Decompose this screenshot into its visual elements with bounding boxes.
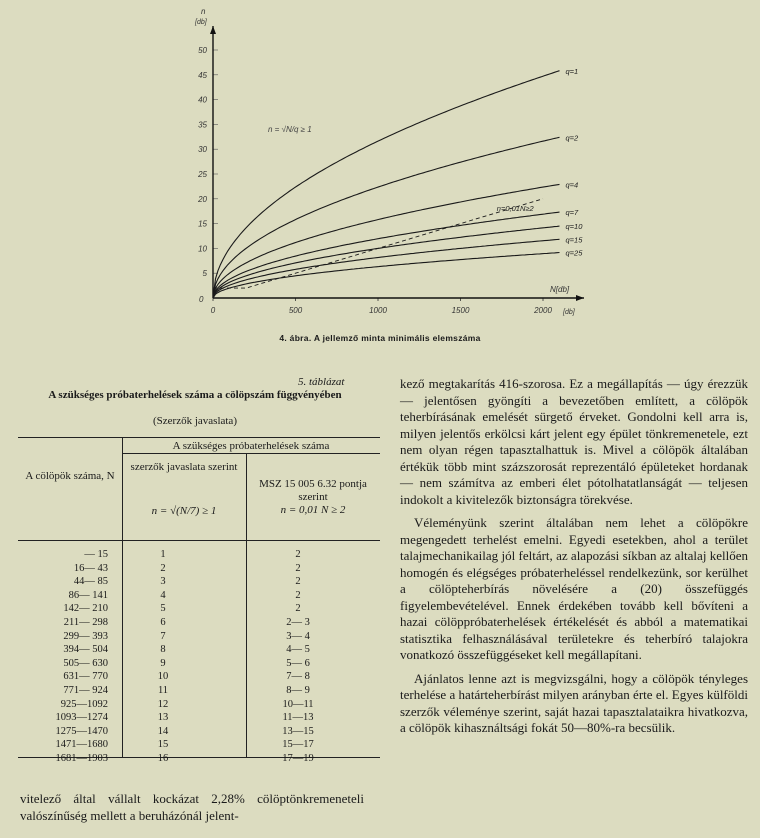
y-axis-arrow — [210, 26, 216, 34]
x-tick-label: 0 — [210, 306, 216, 315]
formula-label: n = √N/q ≥ 1 — [268, 125, 312, 134]
paragraph-2: Véleményünk szerint általában nem lehet a cölöpökre megengedett terhelést emelni. Egyedi esetekben, ahol a terület talajmechanikailag jól feltárt, az alapozási síkban az altalaj kellően homogén és elégséges próbaterheléssel rendelkezünk, sor kerülhet a cölöpteherbírás növelésére a (20) összefüggés figyelembevételével. Ennek érdekében tovább kell bővíteni a hazai cölöppróbaterhelések értékelését és abból a matematikai statisztika felhasználásával területekre és teherbíró talajokra vonatkozó összefüggéseket kell megállapítani. — [400, 515, 748, 662]
series-label: n=0,01N≥2 — [496, 204, 534, 214]
x-axis-arrow — [576, 295, 584, 301]
series-label: q=25 — [565, 248, 583, 258]
y-tick-label: 10 — [198, 244, 207, 254]
header-authors-formula: n = √(N/7) ≥ 1 — [151, 505, 217, 517]
header-pile-count: A cölöpök száma, N — [25, 470, 115, 482]
y-tick-label: 40 — [198, 95, 207, 105]
table-divider-2 — [246, 453, 247, 757]
header-msz: MSZ 15 005 6.32 pontja szerint — [259, 478, 367, 503]
chart-series — [213, 71, 560, 298]
left-column-text: vitelező által vállalt kockázat 2,28% cölöptönkremeneteli valószínűség mellett a beruházónál jelent- — [20, 791, 364, 823]
right-column — [400, 376, 748, 744]
y-tick-label: 15 — [198, 219, 207, 229]
chart-axes — [210, 26, 584, 301]
x-tick-label: 1000 — [369, 306, 387, 315]
column-pile-count: — 15 16— 43 44— 85 86— 141 142— 210 211— 298 299— 393 394— 504 505— 630 631— 770 771— 924 925—1092 1093—1274 1275—1470 1471—1680 1681—1903 — [55, 549, 108, 764]
series-label: q=2 — [565, 133, 579, 143]
x-tick-label: 500 — [288, 306, 303, 315]
series-label: q=7 — [565, 208, 579, 218]
table-rule-top — [18, 437, 380, 438]
y-axis-label: n — [201, 7, 206, 16]
table-rule-header-bottom — [18, 540, 380, 541]
y-tick-label: 30 — [198, 145, 207, 155]
y-tick-label: 25 — [198, 170, 207, 179]
x-tick-label: 1500 — [451, 306, 470, 315]
x-tick-label: 2000 — [534, 306, 552, 315]
origin-label: 0 — [199, 295, 204, 304]
paragraph-3: Ajánlatos lenne azt is megvizsgálni, hogy a cölöpök tényleges terhelése a határteherbírást milyen arányban érte el. Egyes külföldi szerzők véleménye szerint, saját hazai tapasztalataikra hivatkozva, a cölöpök kihasználtsági fokát 50—80%-ra becsülik. — [400, 670, 748, 735]
table-title: A szükséges próbaterhelések száma a cölöpszám függvényében — [48, 389, 342, 401]
column-msz: 2 2 2 2 2 2— 3 3— 4 4— 5 5— 6 7— 8 8— 9 10—11 11—13 13—15 15—17 17—19 — [282, 549, 314, 764]
series-label: q=15 — [565, 235, 583, 245]
table-number: 5. táblázat — [298, 376, 345, 388]
x-axis-label: N[db] — [550, 285, 570, 294]
table-subtitle: (Szerzők javaslata) — [153, 415, 237, 427]
y-tick-label: 35 — [198, 120, 207, 130]
paragraph-1: kező megtakarítás 416-szorosa. Ez a megállapítás — úgy érezzük — jelentősen gyöngíti a bevezetőben említett, a cölöpök teherbírásának emelését sürgető érveket. Gondolni kell arra is, milyen jelentős erkölcsi kárt jelent egy épület tönkremenetele, ezt nem olyan régen tapasztalhattuk is. Mivel a cölöpök általában értékük több mint százszorosát reprezentáló épületeket hordanak — nem számítva az emberi élet pótolhatatlanságát — teljesen indokolt a kivitelezők biztonságra törekvése. — [400, 376, 748, 507]
series-label: q=10 — [565, 222, 583, 232]
series-label: q=1 — [565, 66, 579, 76]
y-tick-label: 50 — [198, 46, 207, 55]
header-authors: szerzők javaslata szerint — [130, 461, 238, 473]
header-msz-formula: n = 0,01 N ≥ 2 — [280, 504, 346, 516]
y-tick-label: 45 — [198, 70, 207, 80]
x-axis-unit: [db] — [563, 309, 575, 316]
series-line — [213, 212, 560, 298]
figure-caption: 4. ábra. A jellemző minta minimális elemszáma — [279, 333, 481, 343]
series-line — [213, 239, 560, 298]
y-tick-label: 20 — [198, 194, 207, 204]
header-required-tests: A szükséges próbaterhelések száma — [172, 440, 330, 452]
y-axis-unit: [db] — [195, 19, 207, 26]
table-rule-group — [122, 453, 380, 454]
table-divider-1 — [122, 437, 123, 757]
y-tick-label: 5 — [202, 269, 207, 279]
column-authors: 1 2 3 4 5 6 7 8 9 10 11 12 13 14 15 16 — [157, 549, 169, 764]
chart-grid — [213, 50, 543, 301]
series-label: q=4 — [565, 180, 579, 190]
figure-chart — [0, 0, 760, 350]
